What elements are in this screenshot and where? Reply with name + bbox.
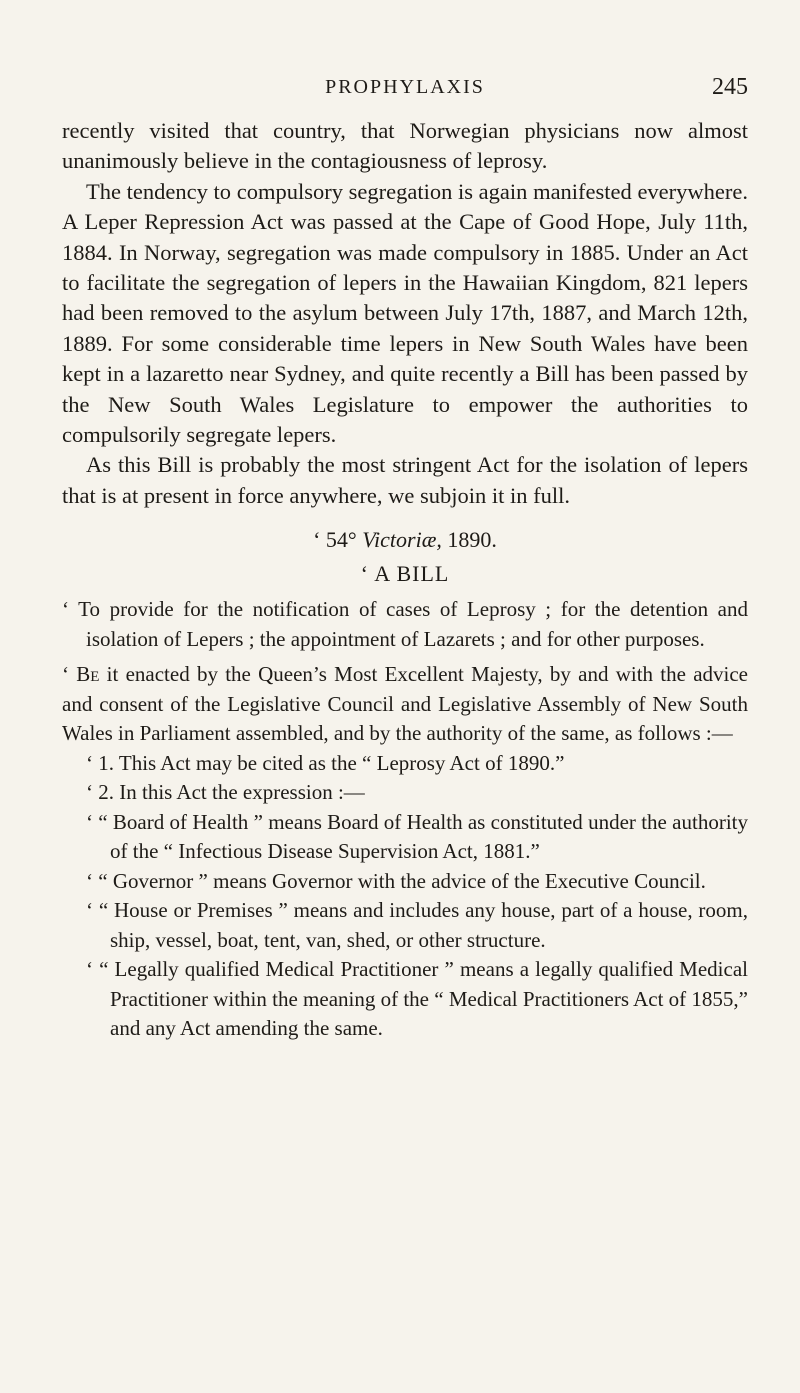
running-head-title: PROPHYLAXIS xyxy=(325,76,485,98)
paragraph-continued: recently visited that country, that Norwegian physicians now almost unanimously believe in the contagiousness of leprosy. xyxy=(62,118,748,174)
paragraph-segregation: The tendency to compulsory segregation is again manifested everywhere. A Leper Repression Act was passed at the Cape of Good Hope, July 11th, 1884. In Norway, segregation was made compulsory in 1885. Under an Act to facilitate the segregation of lepers in the Hawaiian Kingdom, 821 lepers had been removed to the asylum between July 17th, 1887, and March 12th, 1889. For some considerable time lepers in New South Wales have been kept in a lazaretto near Sydney, and quite recently a Bill has been passed by the New South Wales Legislature to empower the authorities to compulsorily segregate lepers. xyxy=(62,178,748,448)
definition-governor: ‘ “ Governor ” means Governor with the advice of the Executive Council. xyxy=(86,868,706,893)
enacting-first-word: Be xyxy=(76,662,100,687)
enacting-quote: ‘ xyxy=(62,662,77,687)
page-number: 245 xyxy=(712,74,748,100)
bill-citation xyxy=(62,525,748,555)
bill-heading: ‘ A BILL xyxy=(360,561,450,587)
section-1: ‘ 1. This Act may be cited as the “ Leprosy Act of 1890.” xyxy=(86,750,565,775)
book-page xyxy=(0,76,800,1393)
bill-citation-prefix: ‘ 54° xyxy=(313,527,363,553)
main-text xyxy=(62,116,748,511)
paragraph-bill-intro: As this Bill is probably the most stringent Act for the isolation of lepers that is at present in force anywhere, we subjoin it in full. xyxy=(62,452,748,508)
section-2: ‘ 2. In this Act the expression :— xyxy=(86,780,365,805)
definition-house-or-premises: ‘ “ House or Premises ” means and includes any house, part of a house, room, ship, vessel, boat, tent, van, shed, or other structure. xyxy=(86,898,748,952)
enacting-text: it enacted by the Queen’s Most Excellent Majesty, by and with the advice and consent of the Legislative Council and Legislative Assembly of New South Wales in Parliament assembled, and by the authority of the same, as follows :— xyxy=(62,662,748,746)
bill-citation-reign: Victoriæ, xyxy=(362,527,442,553)
running-head xyxy=(62,76,748,116)
bill-sections xyxy=(62,749,748,1044)
enacting-clause xyxy=(62,660,748,749)
definition-board-of-health: ‘ “ Board of Health ” means Board of Health as constituted under the authority of the “ Infectious Disease Supervision Act, 1881.” xyxy=(86,809,748,864)
bill-long-title: ‘ To provide for the notification of cases of Leprosy ; for the detention and isolation of Lepers ; the appointment of Lazarets ; and for other purposes. xyxy=(62,597,748,651)
definition-medical-practitioner: ‘ “ Legally qualified Medical Practitioner ” means a legally qualified Medical Practitioner within the meaning of the “ Medical Practitioners Act of 1855,” and any Act amending the same. xyxy=(86,957,748,1041)
bill-citation-year: 1890. xyxy=(441,527,497,553)
